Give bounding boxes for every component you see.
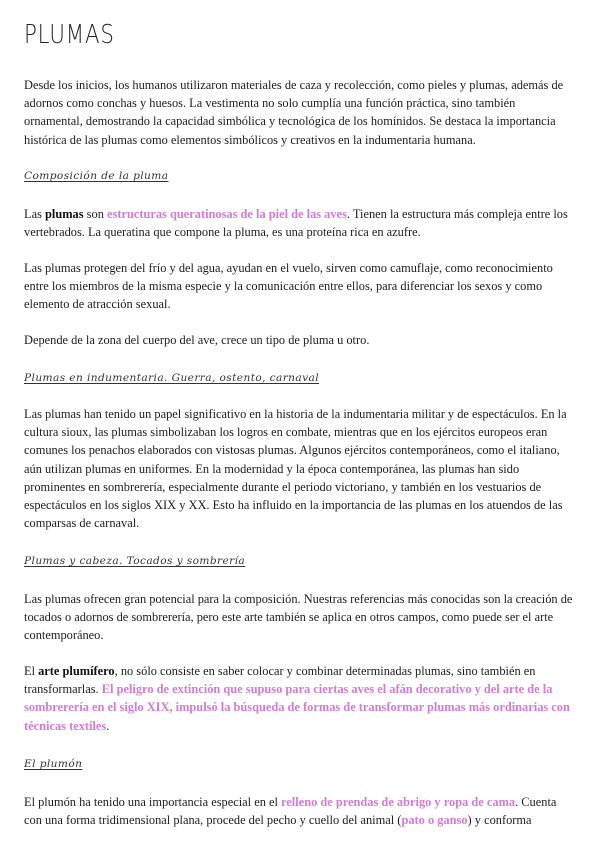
text-run: Las — [24, 207, 45, 221]
highlight-relleno: relleno de prendas de abrigo y ropa de cama — [281, 795, 516, 809]
text-run: El — [24, 664, 39, 678]
indumentaria-paragraph: Las plumas han tenido un papel significativo en la historia de la indumentaria militar y de espectáculos. En la cultura sioux, las plumas simbolizaban los logros en combate, mientras que en los ejércitos europeos eran comunes los penachos elaborados con vistosas plumas. Algunos ejércitos contemporáneos, como el italiano, aún utilizan plumas en uniformes. En la modernidad y la época contemporánea, las plumas han sido prominentes en sombrerería, especialmente durante el periodo victoriano, y también en los vestuarios de espectáculos en los siglos XIX y XX. Esto ha influido en la importancia de las plumas en los atuendos de las comparsas de carnaval. — [24, 407, 567, 531]
text-run: son — [83, 207, 107, 221]
text-run: ) y conforma — [467, 813, 532, 828]
composicion-paragraph-2: Las plumas protegen del frío y del agua, ayudan en el vuelo, sirven como camuflaje, como reconocimiento entre los miembros de la misma especie y la comunicación entre ellos, para diferenciar los sexos y como elemento de atracción sexual. — [24, 261, 553, 312]
highlight-peligro-extincion: El peligro de extinción que supuso para ciertas aves el afán decorativo y del arte de la sombrerería en el siglo XIX, impulsó la búsqueda de formas de transformar plumas más ordinarias con técnicas textiles — [24, 682, 570, 733]
bold-term-arte-plumifero: arte plumífero — [38, 664, 115, 678]
text-run: . Cuenta con una forma tridimensional plana, procede del pecho y cuello del animal ( — [24, 795, 557, 828]
plumon-paragraph — [24, 793, 576, 829]
highlight-pato-ganso: pato o ganso — [401, 813, 468, 828]
tocados-paragraph-1: Las plumas ofrecen gran potencial para la composición. Nuestras referencias más conocidas son la creación de tocados o adornos de sombrerería, pero este arte también se aplica en otros campos, como puede ser el arte contemporáneo. — [24, 592, 573, 643]
page-title: PLUMAS — [24, 20, 115, 50]
text-run: El plumón ha tenido una importancia especial en el — [24, 795, 282, 809]
section-heading-tocados: Plumas y cabeza. Tocados y sombrería — [24, 555, 246, 567]
tocados-paragraph-2 — [24, 662, 576, 735]
highlight-estructuras: estructuras queratinosas de la piel de las aves — [107, 207, 347, 221]
text-run: . — [106, 718, 110, 733]
section-heading-plumon: El plumón — [24, 758, 83, 770]
text-run: . Tienen la estructura más compleja entre los vertebrados. La queratina que compone la pluma, es una proteína rica en azufre. — [24, 207, 568, 240]
bold-term-plumas: plumas — [45, 207, 84, 221]
section-heading-composicion: Composición de la pluma — [24, 170, 169, 182]
text-run: , no sólo consiste en saber colocar y combinar determinadas plumas, sino también en transformarlas. — [24, 664, 536, 697]
intro-paragraph: Desde los inicios, los humanos utilizaron materiales de caza y recolección, como pieles y plumas, además de adornos como conchas y huesos. La vestimenta no solo cumplía una función práctica, sino también ornamental, demostrando la capacidad simbólica y tecnológica de los homínidos. Se destaca la importancia histórica de las plumas como elementos simbólicos y creativos en la indumentaria humana. — [24, 78, 564, 147]
composicion-paragraph-1 — [24, 205, 576, 241]
section-heading-indumentaria: Plumas en indumentaria. Guerra, ostento, carnaval — [24, 372, 320, 384]
composicion-paragraph-3: Depende de la zona del cuerpo del ave, crece un tipo de pluma u otro. — [24, 333, 370, 347]
